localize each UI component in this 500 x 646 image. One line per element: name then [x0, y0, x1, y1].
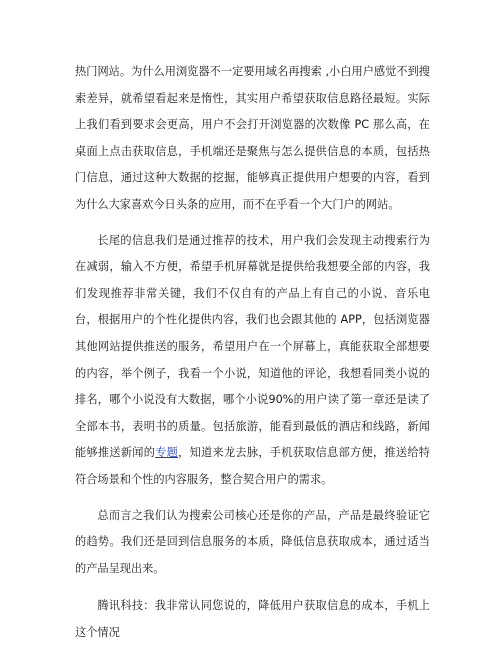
paragraph-1: 热门网站。为什么用浏览器不一定要用域名再搜索 ,小白用户感觉不到搜索差异，就希望看起来是惰性，其实用户希望获取信息路径最短。实际上我们看到要求会更高，用户不会打开浏览器的次数像 PC 那么高，在桌面上点击获取信息，手机端还是聚焦与怎么提供信息的本质，包括热门信息，通过这种大数据的挖掘，能够真正提供用户想要的内容，看到为什么大家喜欢今日头条的应用，而不在乎看一个大门户的网站。	[75, 65, 430, 211]
paragraph-4: 腾讯科技：我非常认同您说的，降低用户获取信息的成本，手机上这个情况	[75, 599, 430, 639]
paragraph-2-text-after-link: ，知道来龙去脉，手机获取信息部方便，推送给特符合场景和个性的内容服务，整合契合用户的需求。	[75, 446, 430, 486]
topic-link[interactable]: 专题	[155, 446, 179, 460]
paragraph-2-text-before-link: 长尾的信息我们是通过推荐的技术，用户我们会发现主动搜索行为在减弱，输入不方便，希望手机屏幕就是提供给我想要全部的内容，我们发现推荐非常关键，我们不仅自有的产品上有自己的小说、音乐电台，根据用户的个性化提供内容，我们也会跟其他的 APP，包括浏览器其他网站提供推送的服务，希望用户在一个屏幕上，真能获取全部想要的内容，举个例子，我看一个小说，知道他的评论，我想看同类小说的排名，哪个小说没有大数据，哪个小说90%的用户读了第一章还是读了全部本书，表明书的质量。包括旅游，能看到最低的酒店和线路，新闻能够推送新闻的	[75, 233, 430, 460]
article-body	[75, 59, 430, 646]
paragraph-3: 总而言之我们认为搜索公司核心还是你的产品，产品是最终验证它的趋势。我们还是回到信息服务的本质，降低信息获取成本，通过适当的产品呈现出来。	[75, 508, 430, 575]
paragraph-2	[75, 228, 430, 494]
